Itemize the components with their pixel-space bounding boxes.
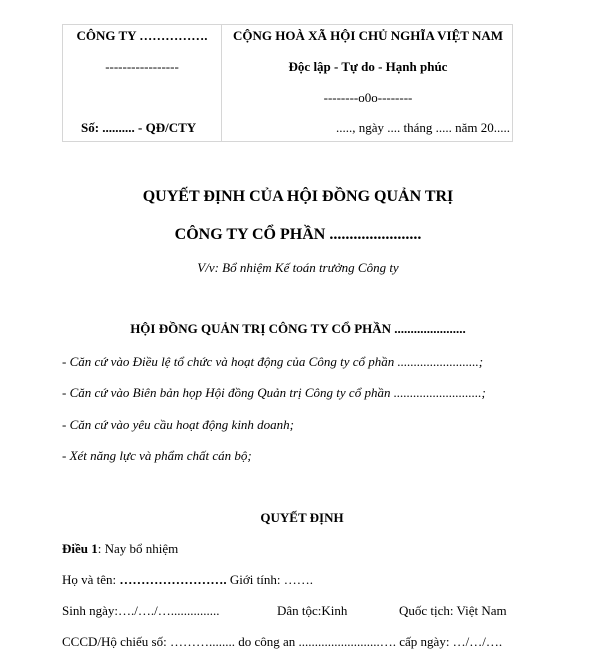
nation-motto: Độc lập - Tự do - Hạnh phúc — [288, 59, 448, 74]
company-underline: ----------------- — [105, 59, 179, 74]
nation-title: CỘNG HOÀ XÃ HỘI CHỦ NGHĨA VIỆT NAM — [232, 28, 504, 43]
basis-item-1: - Căn cứ vào Điều lệ tổ chức và hoạt động của Công ty cổ phần .........................; — [62, 354, 484, 369]
gender-field: Giới tính: ……. — [226, 572, 313, 587]
basis-item-2: - Căn cứ vào Biên bản họp Hội đồng Quản trị Công ty cổ phần ...........................; — [62, 385, 486, 400]
issue-date: ....., ngày .... tháng ..... năm 20..... — [335, 120, 510, 135]
name-dots: ……………………. — [116, 572, 227, 587]
name-label: Họ và tên: — [62, 572, 117, 587]
basis-item-3: - Căn cứ vào yêu cầu hoạt động kinh doanh; — [62, 417, 295, 432]
decision-number: Số: .......... - QĐ/CTY — [81, 120, 197, 135]
basis-item-4: - Xét năng lực và phẩm chất cán bộ; — [62, 448, 252, 463]
ethnicity-field: Dân tộc:Kinh — [277, 603, 348, 618]
motto-underline: --------o0o-------- — [323, 90, 413, 105]
nationality-field: Quốc tịch: Việt Nam — [399, 603, 507, 618]
doc-title-line2: CÔNG TY CỔ PHẦN ....................... — [174, 226, 422, 243]
dob-field: Sinh ngày:…./…./…............... — [62, 603, 220, 618]
article-1-text: : Nay bổ nhiệm — [97, 541, 179, 556]
article-1 — [62, 541, 178, 557]
article-1-label: Điều 1 — [62, 541, 98, 556]
header-table — [62, 24, 513, 142]
name-row — [62, 572, 313, 588]
doc-title-line1: QUYẾT ĐỊNH CỦA HỘI ĐỒNG QUẢN TRỊ — [142, 188, 454, 205]
company-name: CÔNG TY ……………. — [76, 28, 208, 43]
board-heading: HỘI ĐỒNG QUẢN TRỊ CÔNG TY CỔ PHẦN ...................... — [130, 321, 466, 336]
id-row: CCCD/Hộ chiếu số: ………........ do công an .........................…. cấp ngày: …/…/…. — [62, 634, 503, 649]
decision-heading: QUYẾT ĐỊNH — [260, 510, 344, 525]
doc-subject: V/v: Bổ nhiệm Kế toán trưởng Công ty — [197, 260, 399, 275]
